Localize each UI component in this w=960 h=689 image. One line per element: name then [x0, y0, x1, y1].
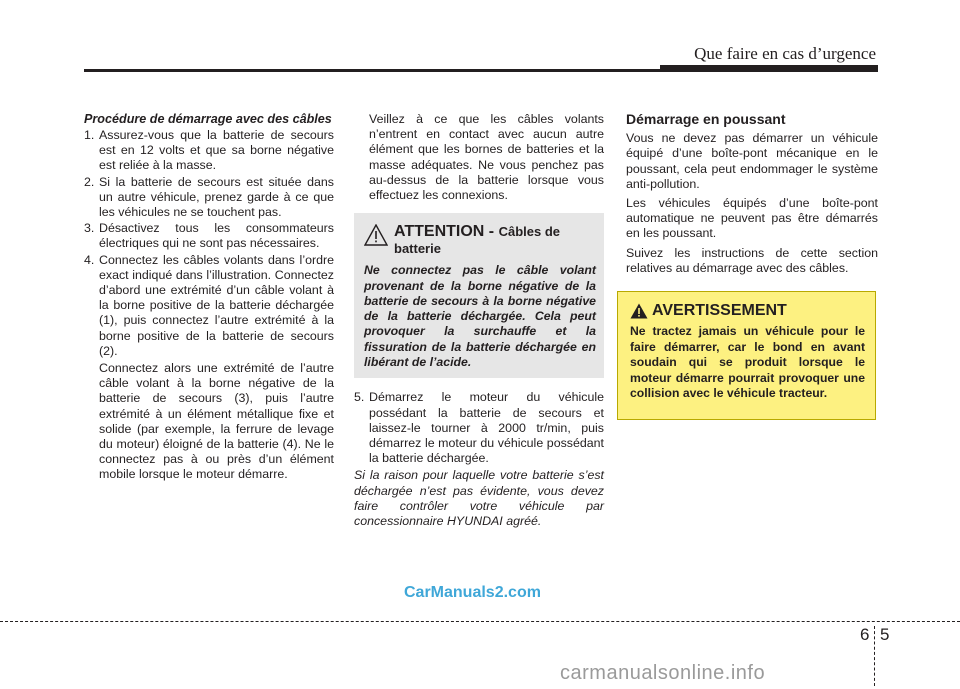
watermark-link[interactable]: CarManuals2.com	[404, 584, 541, 601]
caution-body: Ne connectez pas le câble volant provenant de la borne négative de la batterie de secours à la borne négative de la batterie déchargée. Cela peut provoquer la surchauffe et la fissuration de la batterie déchargée en libérant de l’acide.	[364, 263, 596, 369]
chapter-number: 6	[860, 625, 870, 644]
paragraph: Vous ne devez pas démarrer un véhicule équipé d’une boîte-pont mécanique en le poussant, cela peut endommager le système anti-pollution.	[626, 131, 878, 191]
steps-list	[84, 128, 334, 359]
step-text: Assurez-vous que la batterie de secours est en 12 volts et que sa borne négative est reliée à la masse.	[99, 128, 334, 173]
column-left	[84, 112, 334, 483]
paragraph: Suivez les instructions de cette section relatives au démarrage avec des câbles.	[626, 245, 878, 275]
page-number-divider	[874, 626, 875, 686]
list-item	[84, 221, 334, 251]
step-number: 3.	[84, 221, 95, 236]
warning-body: Ne tractez jamais un véhicule pour le faire démarrer, car le bond en avant soudain qui se produit lorsque le moteur démarre pourrait provoquer une collision avec le véhicule tracteur.	[630, 324, 865, 400]
warning-box	[617, 291, 876, 420]
paragraph: Les véhicules équipés d’une boîte-pont automatique ne peuvent pas être démarrés en les poussant.	[626, 196, 878, 241]
step-number: 4.	[84, 252, 95, 267]
column-middle	[354, 112, 604, 529]
step-text: Désactivez tous les consommateurs électriques qui ne sont pas nécessaires.	[99, 221, 334, 251]
list-item	[84, 128, 334, 174]
warning-triangle-icon	[364, 224, 388, 246]
list-item	[84, 253, 334, 359]
caution-title-sub: Câbles de batterie	[394, 224, 560, 257]
step-number: 1.	[84, 128, 95, 142]
list-item	[84, 175, 334, 221]
warning-title-text: AVERTISSEMENT	[652, 302, 787, 319]
column-right	[626, 112, 878, 280]
step-continuation-paragraph: Connectez alors une extrémité de l’autre câble volant à la borne négative de la batterie de secours (3), puis l’autre extrémité à un élément métallique fixe et solide (par exemple, la ferrure de levage du moteur) éloigné de la batterie (4). Ne le connectez pas à ou près d’un élément mobile lorsque le moteur démarre.	[99, 361, 334, 482]
step-text: Si la batterie de secours est située dans un autre véhicule, prenez garde à ce que les véhicules ne se touchent pas.	[99, 174, 334, 220]
note-paragraph: Si la raison pour laquelle votre batterie s’est déchargée n’est pas évidente, vous devez faire contrôler votre véhicule par concessionnaire HYUNDAI agréé.	[354, 468, 604, 528]
step-number: 2.	[84, 174, 95, 189]
footer-rule	[0, 621, 960, 622]
page-header-title: Que faire en cas d’urgence	[694, 44, 876, 63]
caution-title-main: ATTENTION -	[394, 223, 499, 241]
steps-list-continued	[354, 390, 604, 466]
caution-box	[354, 213, 604, 378]
warning-triangle-icon	[630, 303, 648, 319]
step-number: 5.	[354, 390, 365, 405]
paragraph: Veillez à ce que les câbles volants n’entrent en contact avec aucun autre élément que les bornes de batteries et la masse adéquates. Ne vous penchez pas au-dessus de la batterie lorsque vous effectuez les connexions.	[369, 112, 604, 203]
list-item	[354, 390, 604, 466]
step-text: Connectez les câbles volants dans l’ordre exact indiqué dans l’illustration. Connectez d’abord une extrémité d’un câble volant à la borne positive de la batterie déchargée (1), puis connectez l’autre extrémité à la borne positive de la batterie de secours (2).	[99, 252, 334, 358]
caution-title	[364, 223, 596, 257]
section-subheading: Procédure de démarrage avec des câbles	[84, 112, 332, 126]
header-rule-accent	[660, 65, 878, 72]
warning-title	[630, 302, 865, 320]
step-text: Démarrez le moteur du véhicule possédant la batterie de secours et laissez-le tourner à 2000 tr/min, puis démarrez le moteur du véhicule possédant la batterie déchargée.	[369, 390, 604, 466]
bottom-watermark: carmanualsonline.info	[560, 662, 766, 684]
section-heading: Démarrage en poussant	[626, 111, 786, 127]
page-number: 5	[880, 625, 890, 644]
